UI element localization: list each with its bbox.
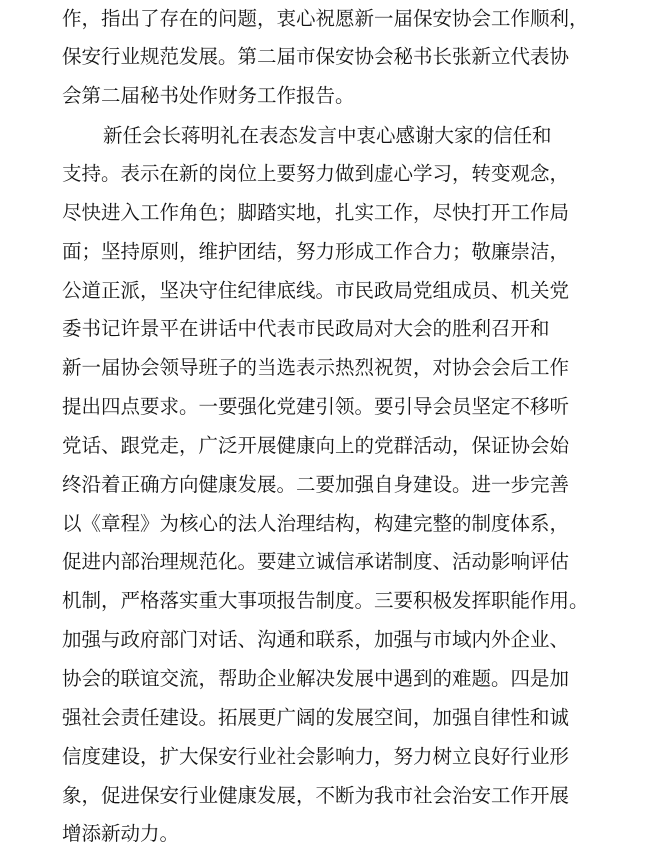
text-line: 提出四点要求。一要强化党建引领。要引导会员坚定不移听 (62, 395, 570, 418)
text-line: 加强与政府部门对话、沟通和联系，加强与市域内外企业、 (62, 628, 570, 651)
text-line: 强社会责任建设。拓展更广阔的发展空间，加强自律性和诚 (62, 706, 570, 729)
text-line: 保安行业规范发展。第二届市保安协会秘书长张新立代表协 (62, 45, 570, 68)
text-line: 面；坚持原则，维护团结，努力形成工作合力；敬廉崇洁， (62, 240, 570, 263)
paragraph-first-line: 新任会长蒋明礼在表态发言中衷心感谢大家的信任和 (103, 124, 552, 147)
text-line: 象，促进保安行业健康发展，不断为我市社会治安工作开展 (62, 784, 570, 807)
text-line: 机制，严格落实重大事项报告制度。三要积极发挥职能作用。 (62, 589, 589, 612)
text-line: 协会的联谊交流，帮助企业解决发展中遇到的难题。四是加 (62, 667, 570, 690)
text-line: 增添新动力。 (62, 822, 180, 845)
text-line: 信度建设，扩大保安行业社会影响力，努力树立良好行业形 (62, 745, 570, 768)
text-line: 委书记许景平在讲话中代表市民政局对大会的胜利召开和 (62, 317, 550, 340)
text-line: 会第二届秘书处作财务工作报告。 (62, 84, 355, 107)
text-line: 新一届协会领导班子的当选表示热烈祝贺，对协会会后工作 (62, 356, 570, 379)
text-line: 党话、跟党走，广泛开展健康向上的党群活动，保证协会始 (62, 434, 570, 457)
text-line: 终沿着正确方向健康发展。二要加强自身建设。进一步完善 (62, 473, 570, 496)
text-line: 尽快进入工作角色；脚踏实地，扎实工作，尽快打开工作局 (62, 201, 570, 224)
text-line: 作，指出了存在的问题，衷心祝愿新一届保安协会工作顺利， (62, 7, 589, 30)
text-line: 支持。表示在新的岗位上要努力做到虚心学习，转变观念， (62, 162, 570, 185)
text-line: 以《章程》为核心的法人治理结构，构建完整的制度体系， (62, 512, 570, 535)
text-line: 公道正派，坚决守住纪律底线。市民政局党组成员、机关党 (62, 279, 570, 302)
text-line: 促进内部治理规范化。要建立诚信承诺制度、活动影响评估 (62, 550, 570, 573)
